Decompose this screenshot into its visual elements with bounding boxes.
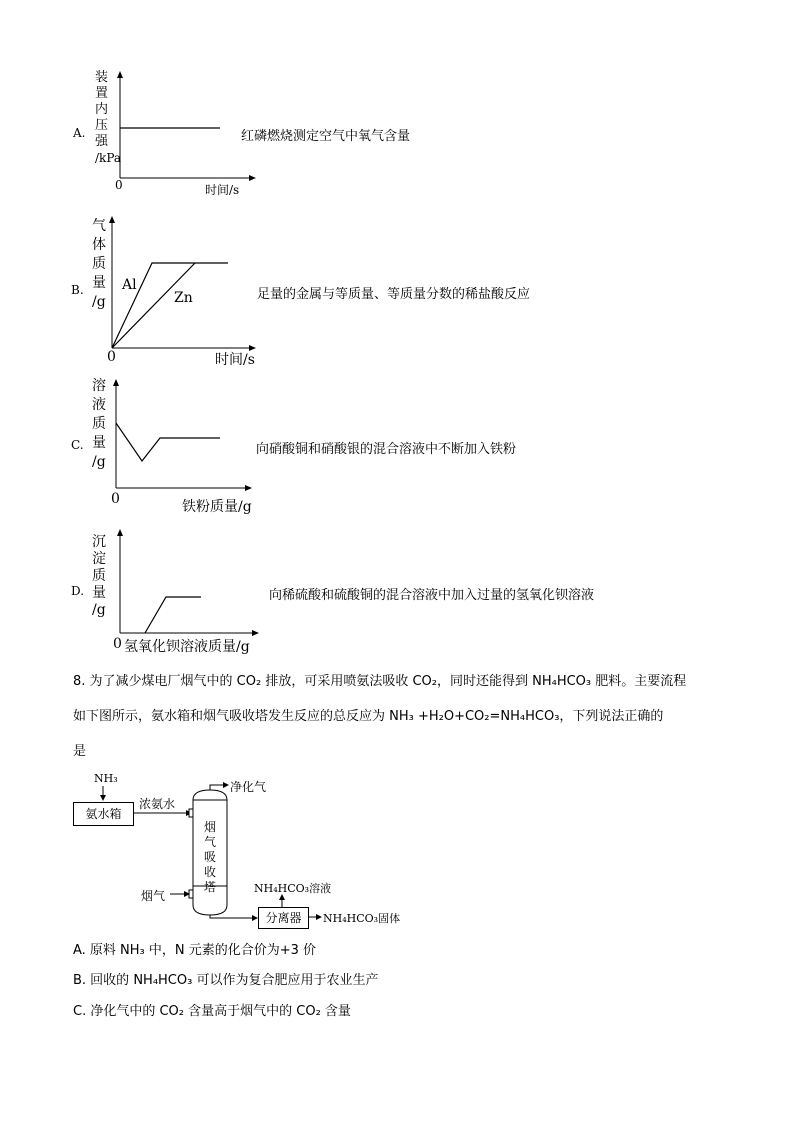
option-b-letter: B.: [71, 283, 84, 297]
clean-gas-label: 净化气: [230, 780, 267, 794]
tower-to-separator-line: [210, 915, 254, 918]
option-a-description: 红磷燃烧测定空气中氧气含量: [241, 129, 411, 144]
option-d-origin: 0: [113, 636, 122, 652]
ammonia-tank-box: 氨水箱: [73, 802, 134, 826]
question-8-line-1: 8. 为了减少煤电厂烟气中的 CO₂ 排放，可采用喷氨法吸收 CO₂，同时还能得到 NH₄HCO₃ 肥料。主要流程: [73, 674, 687, 689]
option-b-zn-label: Zn: [174, 290, 193, 306]
solid-label: NH₄HCO₃固体: [323, 912, 401, 925]
option-d-letter: D.: [71, 584, 85, 598]
flue-gas-label: 烟气: [141, 889, 166, 903]
option-a-origin: 0: [115, 178, 123, 192]
option-d-ylabel: 沉 淀 质 量 /g: [92, 534, 106, 618]
solid-arrowhead: [316, 914, 322, 920]
separator-box: 分离器: [258, 907, 309, 929]
tower-inlet-top: [189, 809, 193, 817]
answer-option-b: B. 回收的 NH₄HCO₃ 可以作为复合肥应用于农业生产: [73, 973, 379, 988]
answer-option-c: C. 净化气中的 CO₂ 含量高于烟气中的 CO₂ 含量: [73, 1004, 351, 1019]
answer-option-a: A. 原料 NH₃ 中，N 元素的化合价为+3 价: [73, 943, 317, 958]
question-8-line-2: 如下图所示，氨水箱和烟气吸收塔发生反应的总反应为 NH₃ +H₂O+CO₂=NH₄HCO₃，下列说法正确的: [73, 709, 664, 724]
option-c-description: 向硝酸铜和硝酸银的混合溶液中不断加入铁粉: [256, 442, 517, 457]
clean-gas-arrowhead: [223, 782, 229, 788]
conc-ammonia-label: 浓氨水: [139, 797, 176, 811]
option-b-origin: 0: [107, 349, 116, 365]
option-b-description: 足量的金属与等质量、等质量分数的稀盐酸反应: [257, 287, 531, 302]
option-c-letter: C.: [71, 438, 84, 452]
option-a-xlabel: 时间/s: [205, 183, 240, 197]
question-8-line-3: 是: [73, 744, 87, 759]
option-b-ylabel: 气 体 质 量 /g: [92, 218, 106, 310]
option-d-xlabel: 氢氧化钡溶液质量/g: [124, 639, 250, 655]
nh3-label: NH₃: [94, 772, 118, 785]
option-d-description: 向稀硫酸和硫酸铜的混合溶液中加入过量的氢氧化钡溶液: [269, 588, 595, 603]
clean-gas-line: [210, 785, 225, 790]
option-b-xlabel: 时间/s: [215, 352, 255, 368]
tower-label: 烟 气 吸 收 塔: [203, 820, 216, 894]
nh3-arrowhead: [100, 795, 106, 801]
solution-label: NH₄HCO₃溶液: [254, 882, 332, 895]
option-c-origin: 0: [111, 491, 120, 507]
option-c-ylabel: 溶 液 质 量 /g: [92, 378, 106, 470]
option-c-xlabel: 铁粉质量/g: [182, 499, 252, 515]
option-b-al-label: Al: [122, 277, 137, 293]
option-a-ylabel: 装 置 内 压 强 /kPa: [95, 70, 122, 165]
option-a-letter: A.: [73, 126, 86, 140]
